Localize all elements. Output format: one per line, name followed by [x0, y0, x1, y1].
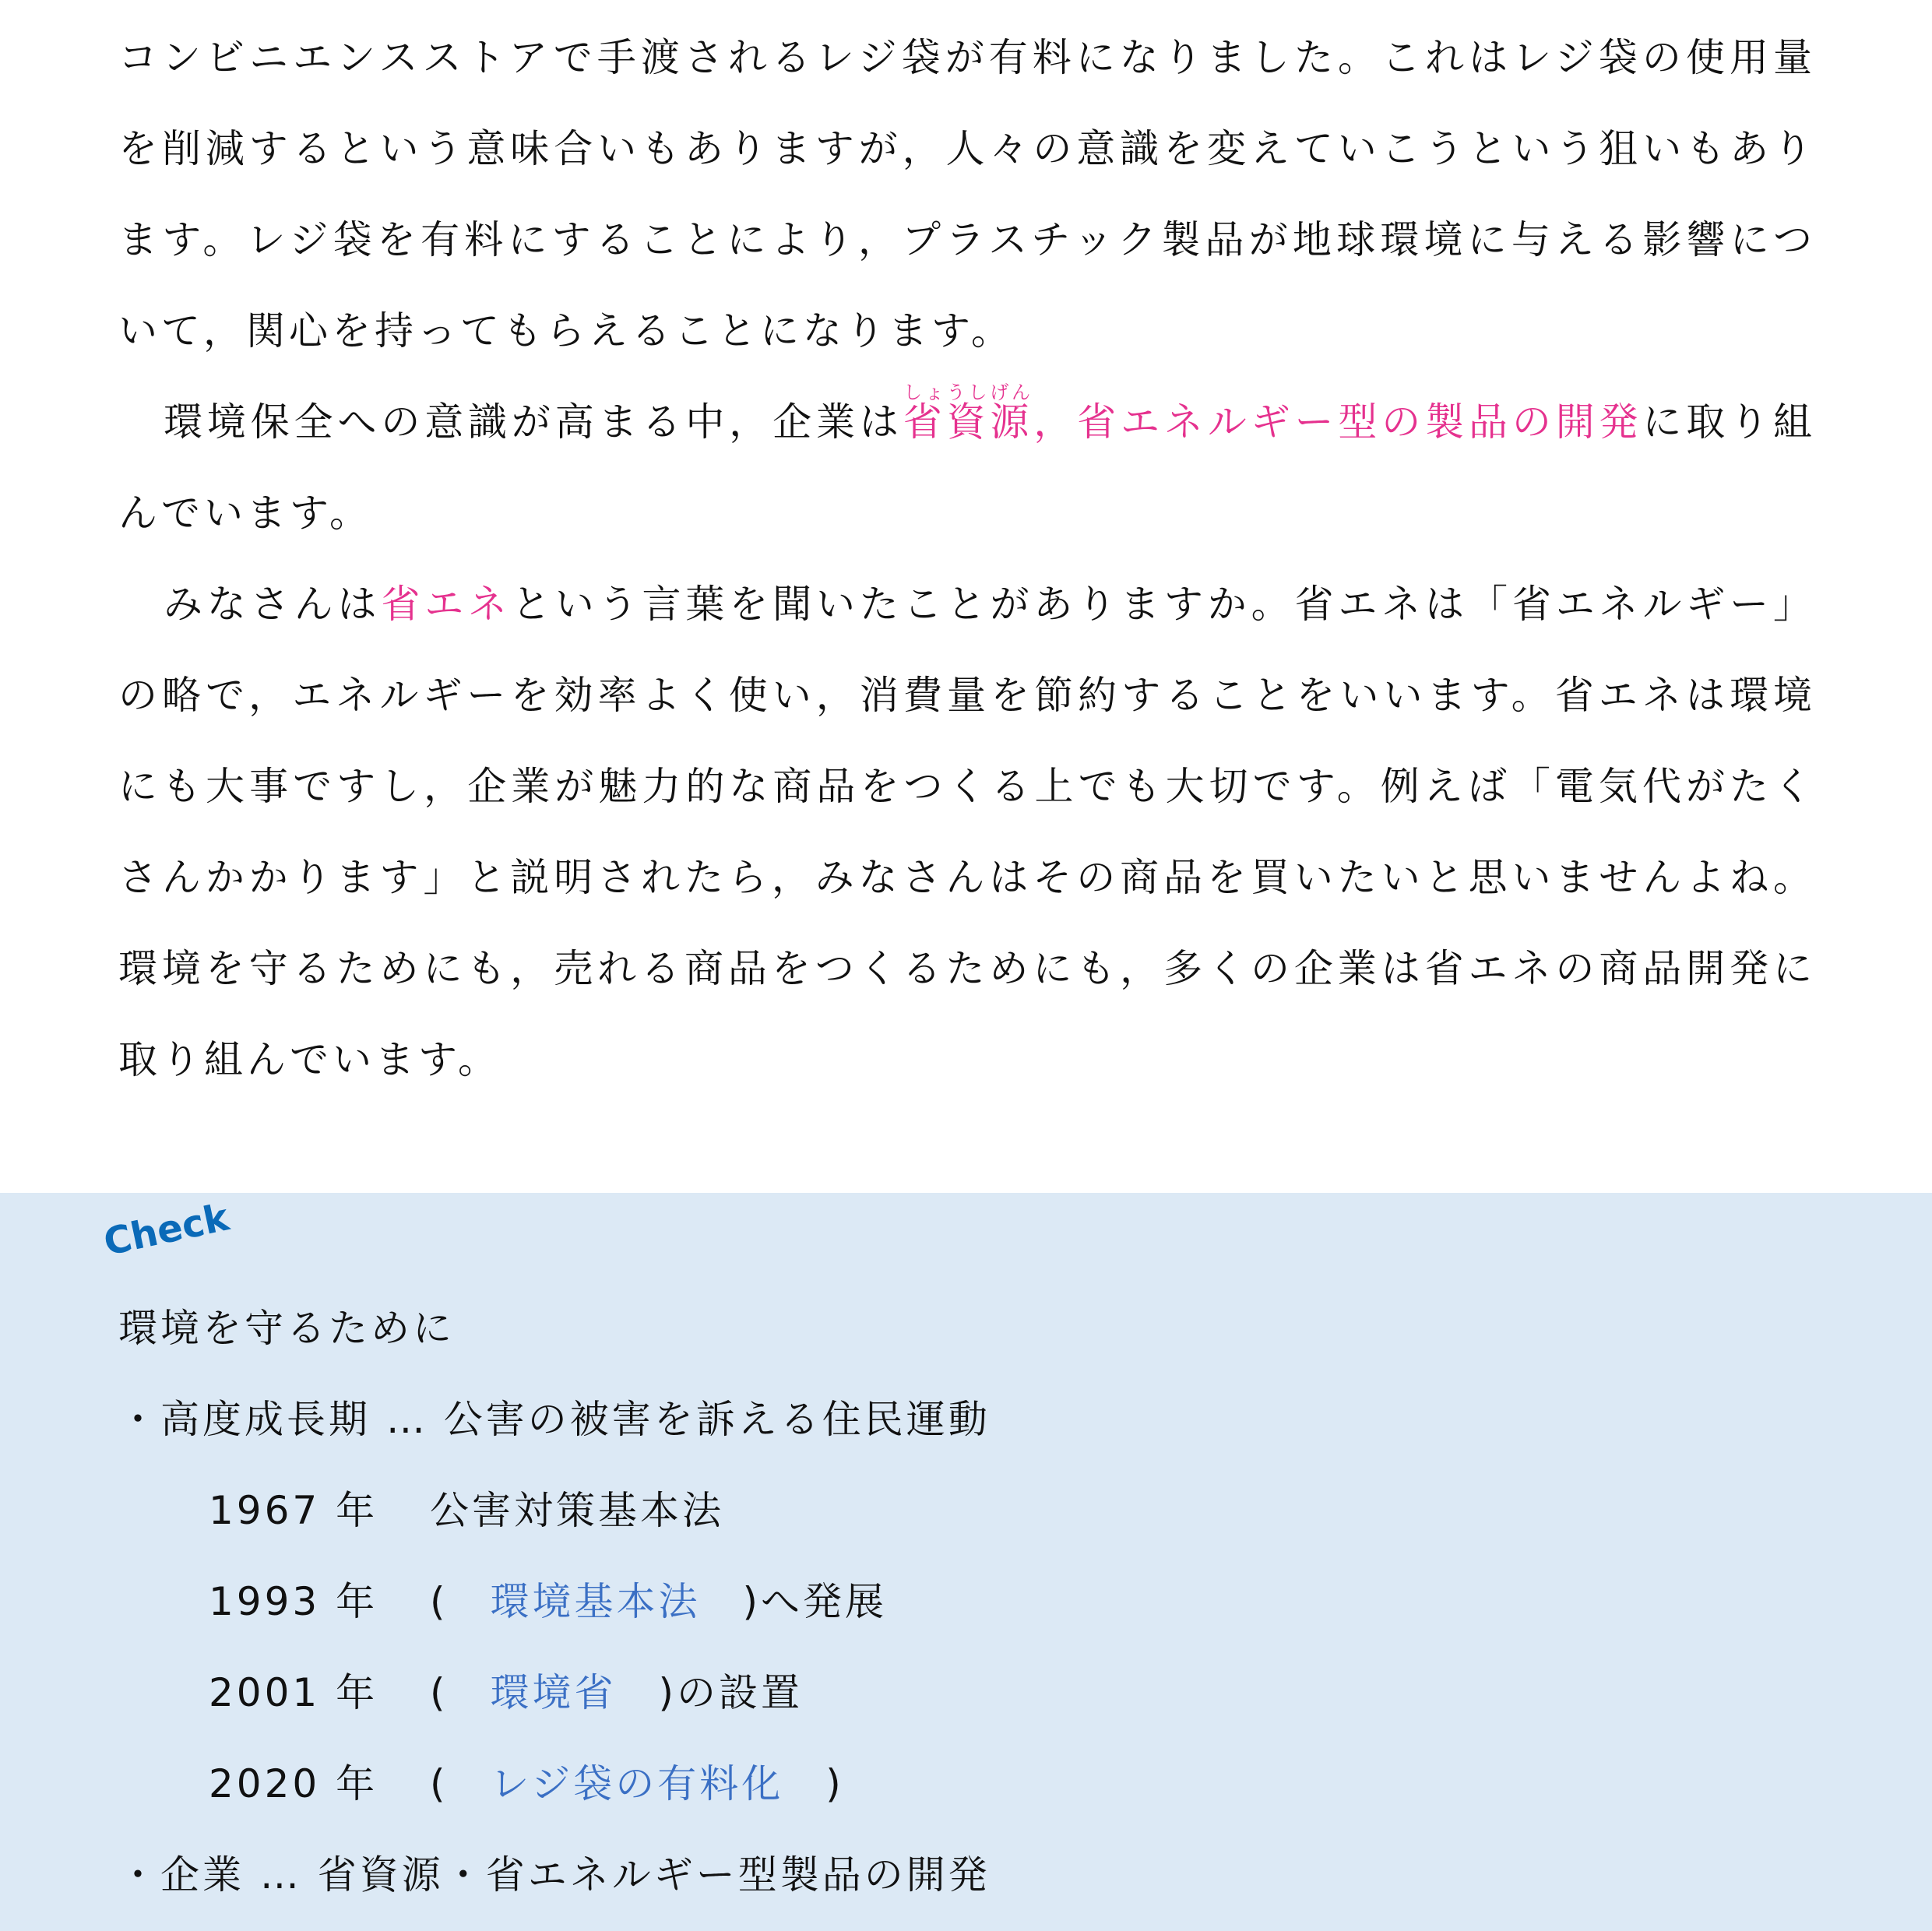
entry-year: 1993 年	[209, 1579, 378, 1624]
ruby-base: 省資源	[903, 399, 1034, 445]
ruby-shoushigen	[903, 382, 1034, 445]
paragraph-2-highlight-rest: ，省エネルギー型の製品の開発	[1033, 399, 1643, 445]
check-heading: 環境を守るために	[118, 1306, 455, 1351]
check-line-growth: ・高度成長期 … 公害の被害を訴える住民運動	[118, 1397, 991, 1442]
check-line-company: ・企業 … 省資源・省エネルギー型製品の開発	[118, 1852, 991, 1898]
entry-paren-close: )へ発展	[700, 1579, 888, 1624]
entry-year: 1967 年	[209, 1488, 378, 1533]
entry-answer: レジ袋の有料化	[490, 1761, 784, 1806]
paragraph-3-before: みなさんは	[164, 582, 382, 627]
check-entry-2020	[209, 1760, 844, 1807]
check-entry-1967	[209, 1487, 724, 1534]
entry-paren-close: )の設置	[616, 1670, 804, 1715]
entry-year: 2001 年	[209, 1670, 378, 1715]
entry-answer: 公害対策基本法	[430, 1488, 724, 1533]
entry-answer: 環境基本法	[490, 1579, 701, 1624]
entry-paren-open: (	[430, 1761, 491, 1806]
ruby-reading: しょうしげん	[903, 382, 1033, 403]
entry-year: 2020 年	[209, 1761, 378, 1806]
paragraph-2-highlight	[903, 382, 1643, 445]
paragraph-2	[118, 377, 1816, 559]
entry-paren-close: )	[783, 1761, 844, 1806]
entry-answer: 環境省	[490, 1670, 617, 1715]
paragraph-1-text: コンビニエンスストアで手渡されるレジ袋が有料になりました。これはレジ袋の使用量を削減するという意味合いもありますが，人々の意識を変えていこうという狙いもあります。レジ袋を有料にすることにより，プラスチック製品が地球環境に与える影響について，関心を持ってもらえることになります。	[118, 35, 1816, 353]
paragraph-3	[118, 559, 1816, 1106]
check-entry-1993	[209, 1578, 887, 1625]
check-panel	[0, 1193, 1932, 1931]
paragraph-2-after: に取り組んでいます。	[118, 399, 1817, 536]
paragraph-3-highlight: 省エネ	[381, 582, 512, 627]
paragraph-1	[118, 12, 1816, 377]
paragraph-2-before: 環境保全への意識が高まる中，企業は	[164, 399, 903, 445]
entry-paren-open: (	[430, 1579, 491, 1624]
check-label: Check	[100, 1195, 233, 1264]
paragraph-3-after: という言葉を聞いたことがありますか。省エネは「省エネルギー」の略で，エネルギーを効率よく使い，消費量を節約することをいいます。省エネは環境にも大事ですし，企業が魅力的な商品をつくる上でも大切です。例えば「電気代がたくさんかかります」と説明されたら，みなさんはその商品を買いたいと思いませんよね。環境を守るためにも，売れる商品をつくるためにも，多くの企業は省エネの商品開発に取り組んでいます。	[118, 582, 1817, 1082]
check-entry-2001	[209, 1669, 803, 1716]
entry-paren-open: (	[430, 1670, 491, 1715]
